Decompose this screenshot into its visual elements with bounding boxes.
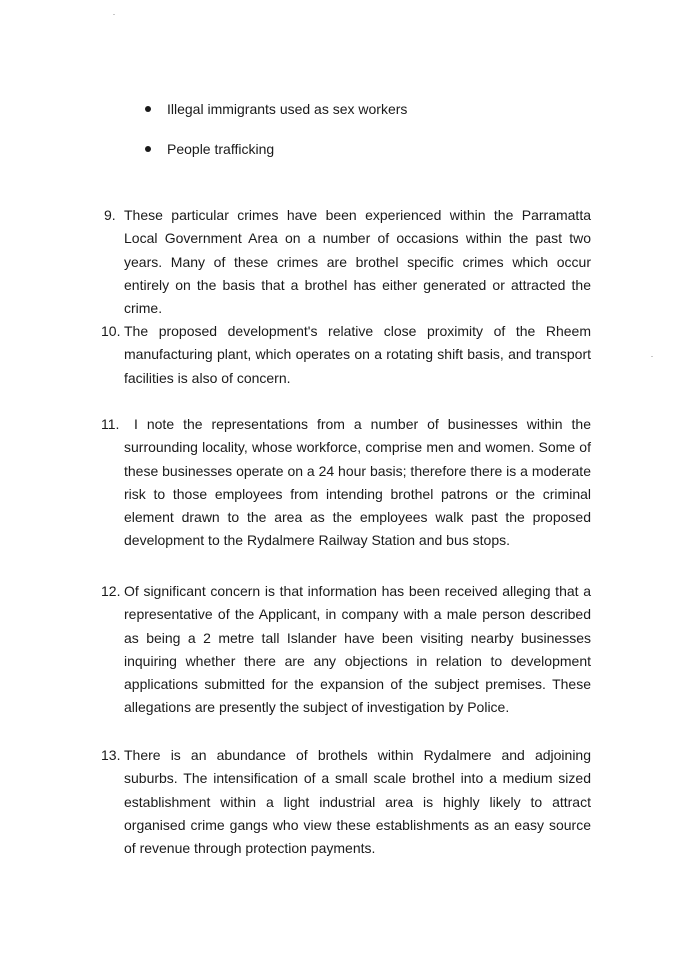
footer-file-path [313,940,575,946]
paragraph-text: The proposed development's relative close proximity of the Rheem manufacturing plant, which operates on a rotating shift basis, and transport facilities is also of concern. [124,323,591,386]
paragraph-text: There is an abundance of brothels within Rydalmere and adjoining suburbs. The intensification of a small scale brothel into a medium sized establishment within a light industrial area is highly likely to attract organised crime gangs who view these establishments as an easy source of revenue through protection payments. [124,747,591,857]
paragraph-number: 12. [101,583,121,599]
paragraph-number: 9. [104,207,116,223]
scan-speck [113,14,115,15]
scan-speck [651,356,653,357]
paragraph-13 [101,744,591,860]
paragraph-number: 10. [101,323,121,339]
paragraph-text: Of significant concern is that information has been received alleging that a representative of the Applicant, in company with a male person described as being a 2 metre tall Islander have been visiting nearby businesses inquiring whether there are any objections in relation to development applications submitted for the expansion of the subject premises. These allegations are presently the subject of investigation by Police. [124,583,591,716]
paragraph-text: These particular crimes have been experienced within the Parramatta Local Government Area on a number of occasions within the past two years. Many of these crimes are brothel specific crimes which occur entirely on the basis that a brothel has either generated or attracted the crime. [124,207,591,317]
bullet-item [145,140,407,158]
bullet-text: People trafficking [167,141,275,157]
paragraph-number: 11. [101,416,120,432]
bullet-list [145,100,407,180]
bullet-item [145,100,407,118]
paragraph-9 [104,204,591,320]
bullet-dot-icon [145,146,151,152]
paragraph-12 [101,580,591,720]
paragraph-10 [101,320,591,390]
paragraph-text: I note the representations from a number of businesses within the surrounding locality, whose workforce, comprise men and women. Some of these businesses operate on a 24 hour basis; therefore there is a moderate risk to those employees from intending brothel patrons or the criminal element drawn to the area as the employees walk past the proposed development to the Rydalmere Railway Station and bus stops. [124,416,591,549]
bullet-dot-icon [145,106,151,112]
paragraph-11 [101,413,591,553]
bullet-text: Illegal immigrants used as sex workers [167,101,408,117]
paragraph-number: 13. [101,747,121,763]
